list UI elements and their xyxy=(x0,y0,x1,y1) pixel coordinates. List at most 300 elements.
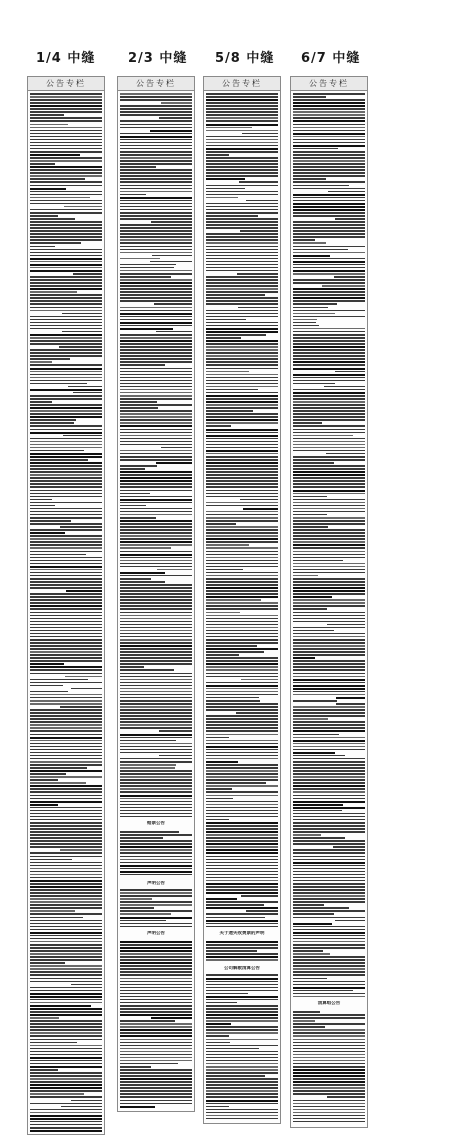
text-line xyxy=(30,358,70,360)
text-line xyxy=(30,572,102,574)
text-line xyxy=(293,1014,365,1016)
text-line xyxy=(206,130,278,132)
text-line xyxy=(30,120,102,122)
text-line xyxy=(206,151,278,153)
text-line xyxy=(120,477,192,479)
text-line xyxy=(30,264,102,266)
text-line xyxy=(206,1029,278,1031)
text-line xyxy=(293,261,365,263)
text-line xyxy=(293,691,365,693)
text-line xyxy=(120,163,192,165)
text-line xyxy=(293,1081,365,1083)
text-line xyxy=(120,441,192,443)
text-line xyxy=(120,124,192,126)
text-line xyxy=(30,740,102,742)
text-line xyxy=(206,194,278,196)
text-line xyxy=(120,120,192,122)
text-line xyxy=(30,316,102,318)
text-line xyxy=(30,261,102,263)
text-line xyxy=(120,307,192,309)
text-line xyxy=(120,578,151,580)
text-line xyxy=(206,252,278,254)
text-line xyxy=(293,227,365,229)
text-line xyxy=(120,810,192,812)
text-line xyxy=(120,837,163,839)
text-line xyxy=(206,959,278,961)
text-line xyxy=(293,267,365,269)
text-line xyxy=(293,621,365,623)
text-line xyxy=(206,355,278,357)
text-line xyxy=(326,453,365,455)
text-line xyxy=(206,782,266,784)
text-line xyxy=(206,474,278,476)
text-line xyxy=(293,636,365,638)
text-line xyxy=(120,791,192,793)
text-line xyxy=(120,1039,192,1041)
text-line xyxy=(30,1002,102,1004)
text-line xyxy=(206,749,278,751)
text-line xyxy=(120,538,192,540)
text-line xyxy=(293,145,365,147)
text-line xyxy=(30,188,66,190)
text-line xyxy=(120,782,192,784)
text-line xyxy=(120,206,192,208)
text-line xyxy=(30,929,102,931)
text-line xyxy=(293,343,365,345)
text-line xyxy=(120,203,192,205)
text-line xyxy=(30,904,102,906)
text-line xyxy=(206,377,278,379)
text-line xyxy=(61,1106,102,1108)
text-line xyxy=(293,706,365,708)
text-line xyxy=(30,615,102,617)
text-line xyxy=(120,907,154,909)
text-line xyxy=(293,605,365,607)
text-line xyxy=(293,181,365,183)
text-line xyxy=(30,737,102,739)
text-line xyxy=(30,1026,102,1028)
text-line xyxy=(120,136,192,138)
text-line xyxy=(206,209,278,211)
text-line xyxy=(30,1054,102,1056)
text-line xyxy=(293,584,365,586)
text-line xyxy=(293,493,365,495)
text-line xyxy=(206,621,278,623)
text-line xyxy=(206,544,249,546)
text-line xyxy=(120,96,192,98)
text-line xyxy=(120,273,192,275)
text-line xyxy=(30,554,86,556)
text-line xyxy=(206,395,278,397)
announcement-strip xyxy=(27,76,105,1135)
text-line xyxy=(30,410,102,412)
text-line xyxy=(293,837,345,839)
text-line xyxy=(120,151,192,153)
text-line xyxy=(242,133,278,135)
text-line xyxy=(30,102,102,104)
text-line xyxy=(206,877,278,879)
text-line xyxy=(239,181,278,183)
text-line xyxy=(30,999,102,1001)
text-line xyxy=(293,389,365,391)
text-line xyxy=(120,563,192,565)
text-line xyxy=(120,718,192,720)
text-line xyxy=(152,255,192,257)
text-line xyxy=(293,514,327,516)
text-line xyxy=(151,221,192,223)
text-line xyxy=(206,374,278,376)
text-line xyxy=(30,203,102,205)
text-line xyxy=(30,108,102,110)
text-line xyxy=(206,551,278,553)
text-line xyxy=(206,630,278,632)
text-line xyxy=(206,727,278,729)
text-line xyxy=(120,554,192,556)
text-line xyxy=(293,947,365,949)
text-line xyxy=(154,303,192,305)
text-line xyxy=(206,682,278,684)
text-line xyxy=(30,490,102,492)
text-line xyxy=(206,987,278,989)
text-line xyxy=(150,130,192,132)
text-line xyxy=(73,273,102,275)
text-line xyxy=(206,688,278,690)
text-line xyxy=(120,325,192,327)
text-line xyxy=(120,346,192,348)
text-line xyxy=(30,398,102,400)
text-line xyxy=(206,828,278,830)
text-line xyxy=(30,669,102,671)
text-line xyxy=(120,93,192,95)
text-line xyxy=(30,224,102,226)
text-line xyxy=(293,273,365,275)
text-line xyxy=(120,618,192,620)
text-line xyxy=(30,1109,102,1111)
text-line xyxy=(120,1020,175,1022)
text-line xyxy=(120,551,192,553)
text-line xyxy=(206,468,278,470)
text-line xyxy=(293,480,365,482)
text-line xyxy=(206,343,278,345)
text-line xyxy=(120,474,192,476)
text-line xyxy=(206,978,278,980)
text-line xyxy=(206,645,257,647)
text-line xyxy=(120,868,192,870)
text-line xyxy=(30,764,102,766)
text-line xyxy=(206,206,278,208)
text-line xyxy=(293,459,365,461)
text-line xyxy=(206,191,278,193)
text-line xyxy=(206,401,278,403)
text-line xyxy=(30,557,102,559)
text-line xyxy=(206,819,229,821)
text-line xyxy=(30,709,102,711)
text-line xyxy=(120,587,192,589)
text-line xyxy=(120,779,192,781)
text-line xyxy=(120,343,192,345)
text-line xyxy=(206,862,278,864)
text-line xyxy=(206,334,266,336)
text-line xyxy=(120,974,192,976)
text-line xyxy=(293,1075,365,1077)
text-line xyxy=(30,666,102,668)
text-line xyxy=(120,654,192,656)
text-line xyxy=(293,279,365,281)
text-line xyxy=(206,602,278,604)
text-line xyxy=(30,1084,102,1086)
text-line xyxy=(30,990,102,992)
text-line xyxy=(293,926,365,928)
text-line xyxy=(293,185,349,187)
text-line xyxy=(293,633,365,635)
text-line xyxy=(30,395,102,397)
text-line xyxy=(30,407,102,409)
text-line xyxy=(206,770,278,772)
text-line xyxy=(293,630,334,632)
text-line xyxy=(206,743,278,745)
text-line xyxy=(30,1014,102,1016)
text-line xyxy=(206,490,278,492)
text-line xyxy=(206,999,278,1001)
text-line xyxy=(206,1072,278,1074)
text-line xyxy=(120,691,192,693)
text-line xyxy=(120,892,192,894)
text-line xyxy=(120,380,192,382)
text-line xyxy=(293,169,365,171)
text-line xyxy=(206,520,278,522)
text-line xyxy=(293,270,365,272)
text-line xyxy=(150,261,192,263)
text-line xyxy=(206,1039,278,1041)
text-line xyxy=(120,233,192,235)
text-line xyxy=(293,767,365,769)
text-line xyxy=(206,703,278,705)
text-line xyxy=(30,584,102,586)
text-line xyxy=(120,496,192,498)
text-line xyxy=(30,886,102,888)
text-line xyxy=(30,795,102,797)
text-line xyxy=(120,758,192,760)
text-line xyxy=(120,962,192,964)
text-line xyxy=(120,996,192,998)
text-line xyxy=(30,987,102,989)
text-line xyxy=(120,856,192,858)
text-line xyxy=(293,1011,320,1013)
text-line xyxy=(293,651,365,653)
text-line xyxy=(293,913,334,915)
text-line xyxy=(293,392,365,394)
text-line xyxy=(30,456,102,458)
text-line xyxy=(206,813,278,815)
text-line xyxy=(293,538,365,540)
text-line xyxy=(206,178,245,180)
text-line xyxy=(120,767,175,769)
text-line xyxy=(206,188,245,190)
text-line xyxy=(30,416,102,418)
text-line xyxy=(206,557,278,559)
text-line xyxy=(206,172,278,174)
text-line xyxy=(120,953,192,955)
text-line xyxy=(206,990,278,992)
text-line xyxy=(206,380,278,382)
text-line xyxy=(293,1032,365,1034)
text-line xyxy=(30,1035,102,1037)
text-line xyxy=(30,920,102,922)
text-line xyxy=(293,282,365,284)
text-line xyxy=(30,743,102,745)
text-line xyxy=(206,886,278,888)
text-line xyxy=(206,673,278,675)
text-line xyxy=(293,483,365,485)
text-line xyxy=(293,352,365,354)
text-line xyxy=(206,627,278,629)
text-line xyxy=(206,1069,278,1071)
text-line xyxy=(324,386,365,388)
text-line xyxy=(120,364,165,366)
text-line xyxy=(120,349,192,351)
text-line xyxy=(293,99,365,101)
text-line xyxy=(293,1112,365,1114)
text-line xyxy=(206,139,278,141)
text-line xyxy=(120,246,192,248)
text-line xyxy=(206,270,278,272)
text-line xyxy=(293,862,365,864)
text-line xyxy=(120,566,192,568)
text-line xyxy=(120,236,192,238)
text-line xyxy=(206,166,278,168)
text-line xyxy=(206,1081,278,1083)
text-line xyxy=(206,416,278,418)
text-line xyxy=(206,422,278,424)
text-line xyxy=(30,578,102,580)
text-line xyxy=(206,444,278,446)
text-line xyxy=(30,697,102,699)
text-line xyxy=(293,724,365,726)
text-line xyxy=(30,502,102,504)
text-line xyxy=(206,276,278,278)
text-line xyxy=(206,642,278,644)
text-line xyxy=(293,718,328,720)
text-line xyxy=(293,413,365,415)
text-line xyxy=(120,1023,192,1025)
text-line xyxy=(120,468,145,470)
text-line xyxy=(206,233,278,235)
text-line xyxy=(293,807,365,809)
text-line xyxy=(293,752,335,754)
text-line xyxy=(30,932,102,934)
text-line xyxy=(236,712,278,714)
text-line xyxy=(206,1042,230,1044)
text-line xyxy=(120,682,192,684)
text-line xyxy=(30,1042,77,1044)
text-line xyxy=(30,993,102,995)
text-line xyxy=(120,852,192,854)
text-line xyxy=(206,450,278,452)
text-line xyxy=(293,172,365,174)
text-line xyxy=(293,810,342,812)
text-line xyxy=(30,1051,102,1053)
text-line xyxy=(60,849,102,851)
text-line xyxy=(120,889,192,891)
text-line xyxy=(293,334,365,336)
text-line xyxy=(120,404,192,406)
text-line xyxy=(206,852,278,854)
text-line xyxy=(30,1069,58,1071)
text-line xyxy=(120,669,174,671)
text-line xyxy=(206,883,278,885)
text-line xyxy=(120,517,156,519)
text-line xyxy=(293,1048,365,1050)
text-line xyxy=(30,499,52,501)
text-line xyxy=(293,380,365,382)
text-line xyxy=(30,636,102,638)
text-line xyxy=(30,871,102,873)
text-line xyxy=(120,605,192,607)
text-line xyxy=(293,398,365,400)
text-line xyxy=(120,1035,192,1037)
text-line xyxy=(120,133,192,135)
text-line xyxy=(30,465,102,467)
text-line xyxy=(120,407,158,409)
text-line xyxy=(293,242,326,244)
text-line xyxy=(293,358,365,360)
text-line xyxy=(206,432,278,434)
text-line xyxy=(30,679,88,681)
text-line xyxy=(30,105,102,107)
text-line xyxy=(30,935,102,937)
text-line xyxy=(120,956,192,958)
text-line xyxy=(238,307,278,309)
text-line xyxy=(120,673,192,675)
text-line xyxy=(293,535,365,537)
text-line xyxy=(30,962,65,964)
text-line xyxy=(206,462,278,464)
text-line xyxy=(293,910,365,912)
text-line xyxy=(206,328,278,330)
text-line xyxy=(120,532,192,534)
text-line xyxy=(120,383,192,385)
text-line xyxy=(206,669,278,671)
text-line xyxy=(30,874,102,876)
text-line xyxy=(293,407,365,409)
text-line xyxy=(120,544,192,546)
text-line xyxy=(120,764,176,766)
text-line xyxy=(120,191,192,193)
text-line xyxy=(30,788,102,790)
text-line xyxy=(293,117,365,119)
text-line xyxy=(293,435,353,437)
text-line xyxy=(293,1069,365,1071)
text-line xyxy=(206,950,257,952)
text-line xyxy=(293,962,365,964)
text-line xyxy=(293,258,365,260)
text-line xyxy=(293,935,365,937)
text-line xyxy=(206,1051,278,1053)
text-line xyxy=(206,114,278,116)
text-line xyxy=(30,785,102,787)
text-line xyxy=(293,233,365,235)
text-line xyxy=(206,618,278,620)
text-line xyxy=(30,99,102,101)
text-line xyxy=(206,810,278,812)
text-line xyxy=(156,462,192,464)
text-line xyxy=(60,526,102,528)
text-line xyxy=(30,233,102,235)
text-line xyxy=(293,694,365,696)
text-line xyxy=(293,865,365,867)
text-line xyxy=(30,529,102,531)
text-line xyxy=(30,968,102,970)
